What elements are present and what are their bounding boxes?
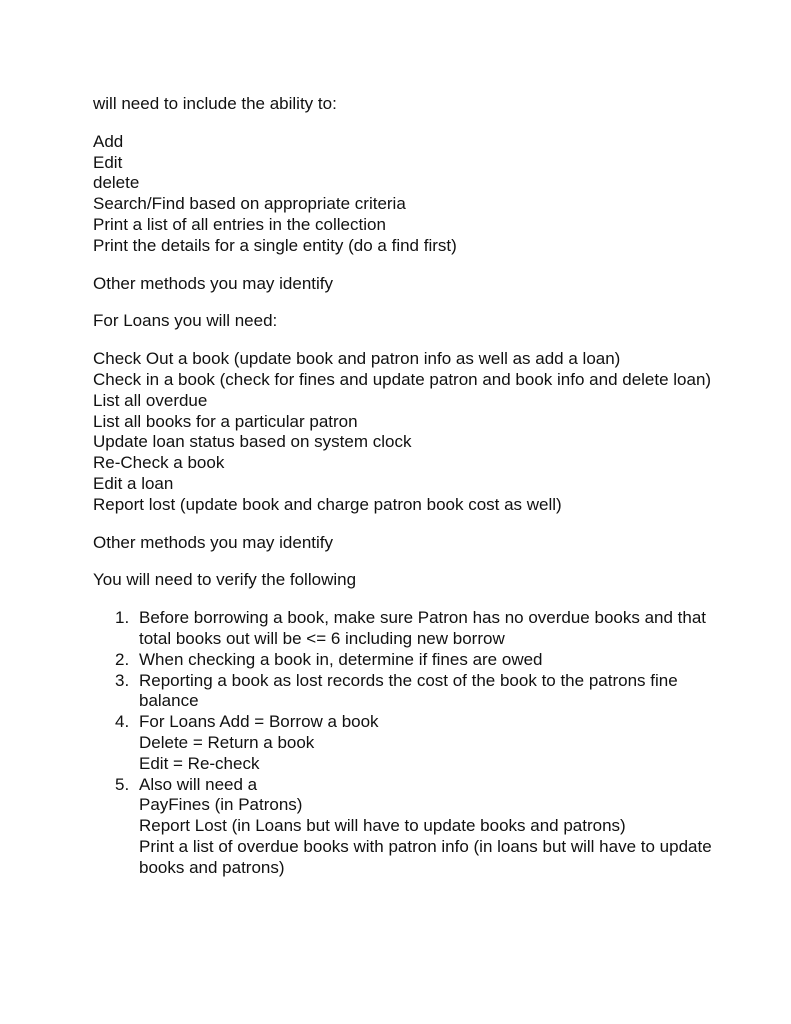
verify-item-line: balance [139, 691, 199, 711]
verify-item-line: Also will need a [139, 774, 258, 794]
loan-method-item: Check Out a book (update book and patron info as well as add a loan) [93, 349, 621, 369]
list-number: 3. [115, 670, 130, 690]
spacer [93, 257, 763, 274]
verify-item-line: total books out will be <= 6 including new borrow [139, 628, 505, 648]
verify-item-text [139, 712, 759, 774]
spacer [93, 553, 763, 570]
list-number: 4. [115, 712, 130, 732]
verify-item [93, 650, 763, 671]
loan-method-item: Edit a loan [93, 473, 174, 493]
list-number: 1. [115, 608, 130, 628]
ability-item: Edit [93, 152, 123, 172]
spacer [93, 115, 763, 132]
verify-item-line: Print a list of overdue books with patron info (in loans but will have to update [139, 836, 712, 856]
ability-item: delete [93, 173, 140, 193]
loan-method-item: Check in a book (check for fines and update patron and book info and delete loan) [93, 369, 712, 389]
verify-item [93, 671, 763, 713]
document-page [93, 94, 763, 879]
loan-method-item: List all overdue [93, 390, 208, 410]
verify-item-line: For Loans Add = Borrow a book [139, 712, 379, 732]
loan-methods-list [93, 349, 763, 515]
ability-item: Print a list of all entries in the collection [93, 214, 386, 234]
verify-item-line: PayFines (in Patrons) [139, 795, 303, 815]
verify-list [93, 608, 763, 878]
verify-item-text [139, 650, 759, 671]
verify-item-line: Before borrowing a book, make sure Patron has no overdue books and that [139, 608, 707, 628]
ability-item: Search/Find based on appropriate criteria [93, 194, 406, 214]
verify-item-line: When checking a book in, determine if fines are owed [139, 649, 543, 669]
loan-method-item: Report lost (update book and charge patron book cost as well) [93, 494, 562, 514]
verify-item-line: Edit = Re-check [139, 753, 260, 773]
verify-item-line: Reporting a book as lost records the cost of the book to the patrons fine [139, 670, 678, 690]
verify-item-line: Report Lost (in Loans but will have to update books and patrons) [139, 816, 626, 836]
loans-heading: For Loans you will need: [93, 311, 278, 331]
spacer [93, 294, 763, 311]
list-number: 2. [115, 649, 130, 669]
verify-item-text [139, 671, 759, 713]
verify-item [93, 775, 763, 879]
verify-item [93, 608, 763, 650]
verify-item [93, 712, 763, 774]
verify-item-text [139, 775, 759, 879]
abilities-list [93, 132, 763, 257]
other-methods-text: Other methods you may identify [93, 532, 334, 552]
verify-item-line: Delete = Return a book [139, 732, 315, 752]
loan-method-item: Re-Check a book [93, 453, 225, 473]
loan-method-item: List all books for a particular patron [93, 411, 358, 431]
ability-item: Add [93, 131, 124, 151]
spacer [93, 332, 763, 349]
spacer [93, 591, 763, 608]
intro-text: will need to include the ability to: [93, 94, 337, 113]
other-methods-text: Other methods you may identify [93, 273, 334, 293]
verify-item-text [139, 608, 759, 650]
verify-item-line: books and patrons) [139, 857, 285, 877]
loan-method-item: Update loan status based on system clock [93, 432, 412, 452]
ability-item: Print the details for a single entity (do a find first) [93, 235, 457, 255]
list-number: 5. [115, 774, 130, 794]
verify-heading: You will need to verify the following [93, 570, 357, 590]
spacer [93, 516, 763, 533]
